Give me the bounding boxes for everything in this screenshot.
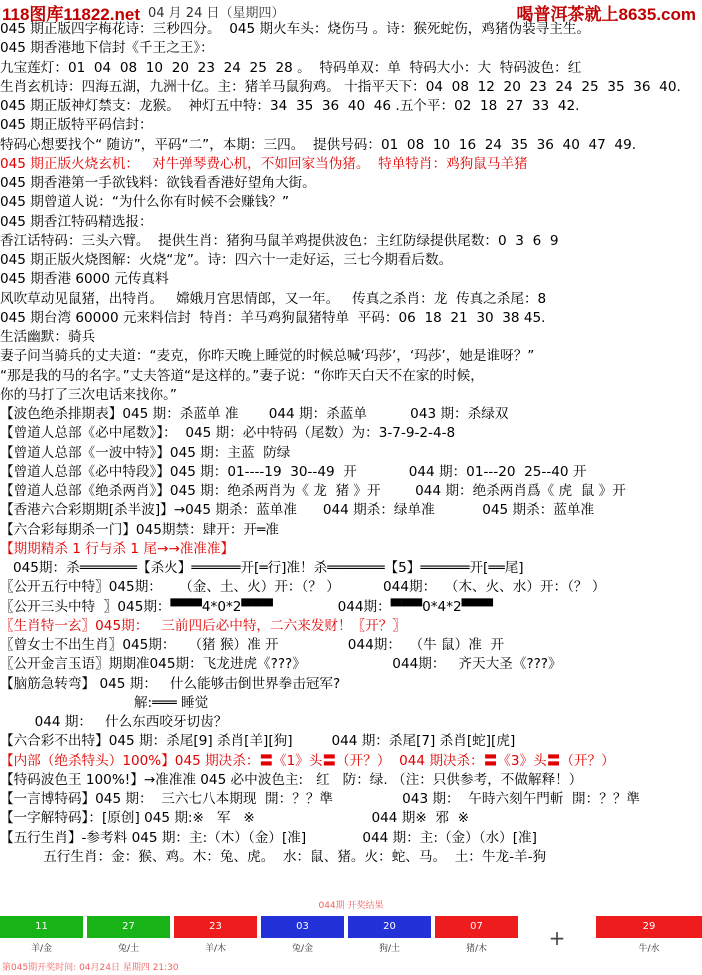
text-line: 生肖玄机诗：四海五湖，九洲十亿。主：猪羊马鼠狗鸡。 十指平天下：04 08 12 20 23 24 25 35 36 40. (0, 78, 681, 95)
text-line: 045 期正版火烧图解：火烧“龙”。诗：四六十一走好运，三七今期看后数。 (0, 252, 453, 268)
text-line: 〖曾女士不出生肖〗045期： （猪 猴）准 开 044期： （牛 鼠）准 开 (0, 637, 505, 653)
text-line: 【期期精杀 1 行与杀 1 尾→→准准准】 (0, 540, 235, 557)
text-line: 044 期： 什么东西咬牙切齿？ (0, 714, 228, 730)
ball-number: 29 (596, 916, 702, 938)
text-line: 045 期香江特码精选报： (0, 213, 153, 230)
ball-zodiac: 羊/木 (204, 944, 227, 954)
text-line: 【波色绝杀排期表】045 期：杀蓝单 准 044 期：杀蓝单 043 期：杀绿双 (0, 406, 509, 422)
text-line: 045 期正版四字梅花诗：三秒四分。 045 期火车头：烧伤马 。诗：猴死蛇伤，鸡猪伪装寻主生。 (0, 21, 591, 37)
ball-zodiac: 羊/金 (30, 944, 53, 954)
site-logo-left[interactable]: 118图库11822.net (2, 5, 140, 24)
text-line: 【一字解特码】：[原创] 045 期:※ 军 ※ 044 期※ 邪 ※ (0, 810, 469, 827)
text-line: 045期：杀═══════【杀火】══════开[═行]准！杀═══════【5】══════开[══尾] (0, 560, 524, 576)
text-line: 045 期香港第一手欲钱料：欲钱看香港好望角大街。 (0, 175, 316, 191)
text-line: 妻子问当骑兵的丈夫道：“麦克，你昨天晚上睡觉的时候总喊‘玛莎’，‘玛莎’，她是谁呀？” (0, 348, 535, 365)
ball-number: 03 (261, 916, 344, 938)
text-line: 特码心想要找个“ 随访”，平码“二”，本期：三四。 提供号码：01 08 10 16 24 35 36 40 47 49. (0, 136, 637, 153)
text-line: 【脑筋急转弯】 045 期： 什么能够击倒世界拳击冠军? (0, 675, 341, 692)
text-line: 香江话特码：三头六臂。 提供生肖：猪狗马鼠羊鸡提供波色：主红防绿提供尾数：0 3 6 9 (0, 232, 559, 249)
text-line: 045 期香港 6000 元传真料 (0, 271, 169, 288)
special-ball (596, 914, 702, 962)
text-line: 〖公开三头中特 〗045期：▀▀▀4*0*2▀▀▀ 044期：▀▀▀0*4*2▀▀▀ (0, 598, 494, 615)
ball-zodiac: 狗/土 (378, 944, 401, 954)
result-bar (0, 914, 702, 962)
text-line: 〖公开金言玉语〗期期准045期：飞龙进虎《???》 044期： 齐天大圣《???》 (0, 656, 562, 673)
text-line: 045 期台湾 60000 元来料信封 特肖：羊马鸡狗鼠猪特单 平码：06 18 21 30 38 45. (0, 309, 546, 326)
text-line: “那是我的马的名字。”丈夫答道“是这样的。”妻子说：“你昨天白天不在家的时候， (0, 367, 484, 384)
text-line: 【曾道人总部《绝杀两肖》】045 期：绝杀两肖为《 龙 猪 》开 044 期：绝杀两肖爲《 虎 鼠 》开 (0, 483, 626, 499)
result-ball (87, 914, 170, 962)
ball-zodiac: 牛/水 (638, 944, 660, 954)
text-line: 045 期正版神灯禁支：龙猴。 神灯五中特：34 35 36 40 46 .五个平：02 18 27 33 42. (0, 98, 580, 114)
text-line: 【内部（绝杀特头）100%】045 期决杀：〓《1》头〓（开？） 044 期决杀：〓《3》头〓（开？） (0, 752, 615, 769)
ball-number: 11 (0, 916, 83, 938)
result-footer: 第045期开奖时间: 04月24日 星期四 21:30 (2, 963, 179, 973)
text-line: 045 期正版特平码信封： (0, 117, 153, 134)
header-date: 04 月 24 日（星期四） (148, 6, 285, 21)
site-logo-right[interactable]: 喝普洱茶就上8635.com (516, 5, 696, 24)
result-ball (435, 914, 518, 962)
text-line: 【香港六合彩期期[杀半波]】→045 期杀：蓝单准 044 期杀：绿单准 045 期杀：蓝单准 (0, 502, 595, 519)
text-line: 045 期曾道人说：“为什么你有时候不会赚钱？” (0, 194, 290, 211)
text-line: 【一言博特码】045 期： 三六七八本期现 開：？？準 043 期： 午時六刻午門斬 開：？？準 (0, 791, 641, 807)
text-line: 【特码波色王 100%!】→准准准 045 必中波色主: 红 防：绿. （注：只供参考，不做解释！） (0, 771, 583, 788)
text-line: 〖生肖特一玄〗045期： 三前四后必中特，二六来发财！〖开？〗 (0, 617, 406, 634)
text-line: 【曾道人总部《必中特段》】045 期：01----19 30--49 开 044 期：01---20 25--40 开 (0, 463, 587, 480)
text-line: 〖公开五行中特〗045期： （金、土、火）开：（？ ） 044期： （木、火、水）开：（？ ） (0, 579, 606, 596)
text-line: 生活幽默：骑兵 (0, 329, 96, 345)
text-line: 九宝莲灯：01 04 08 10 20 23 24 25 28 。 特码单双：单 特码大小：大 特码波色：红 (0, 59, 582, 76)
text-line: 【曾道人总部《必中尾数》】： 045 期：必中特码（尾数）为：3-7-9-2-4-8 (0, 425, 456, 442)
text-line: 【六合彩不出特】045 期：杀尾[9] 杀肖[羊][狗] 044 期：杀尾[7] 杀肖[蛇][虎] (0, 733, 516, 750)
text-line: 【曾道人总部《一波中特》】045 期：主蓝 防绿 (0, 444, 291, 461)
ball-zodiac: 猪/木 (465, 944, 488, 954)
page-header (0, 0, 702, 24)
text-line: 你的马打了三次电话来找你。” (0, 386, 177, 403)
text-line: 045 期正版火烧玄机： 对牛弹琴费心机，不如回家当伪猪。 特单特肖：鸡狗鼠马羊猪 (0, 155, 528, 172)
plus-sign: + (548, 926, 566, 950)
ball-zodiac: 兔/土 (117, 944, 140, 954)
result-title: 044期 开奖结果 (318, 901, 384, 911)
text-line: 五行生肖：金：猴、鸡。木：兔、虎。 水：鼠、猪。火：蛇、马。 土：牛龙-羊-狗 (0, 848, 547, 865)
result-ball (261, 914, 344, 962)
text-line: 045 期香港地下信封《千王之王》： (0, 40, 214, 57)
ball-number: 23 (174, 916, 257, 938)
ball-number: 27 (87, 916, 170, 938)
ball-number: 07 (435, 916, 518, 938)
text-line: 【五行生肖】-参考料 045 期：主:（木）（金）[准] 044 期：主:（金）（水）[准] (0, 829, 537, 846)
result-ball (0, 914, 83, 962)
ball-number: 20 (348, 916, 431, 938)
ball-zodiac: 兔/金 (291, 944, 314, 954)
text-line: 【六合彩每期杀一门】045期禁：肆开：开═准 (0, 521, 279, 538)
result-ball (174, 914, 257, 962)
text-line: 解:═══ 睡觉 (0, 694, 209, 711)
result-ball (348, 914, 431, 962)
text-line: 风吹草动见鼠猪，出特肖。 嫦娥月宫思情郎，又一年。 传真之杀肖：龙 传真之杀尾：8 (0, 290, 547, 307)
